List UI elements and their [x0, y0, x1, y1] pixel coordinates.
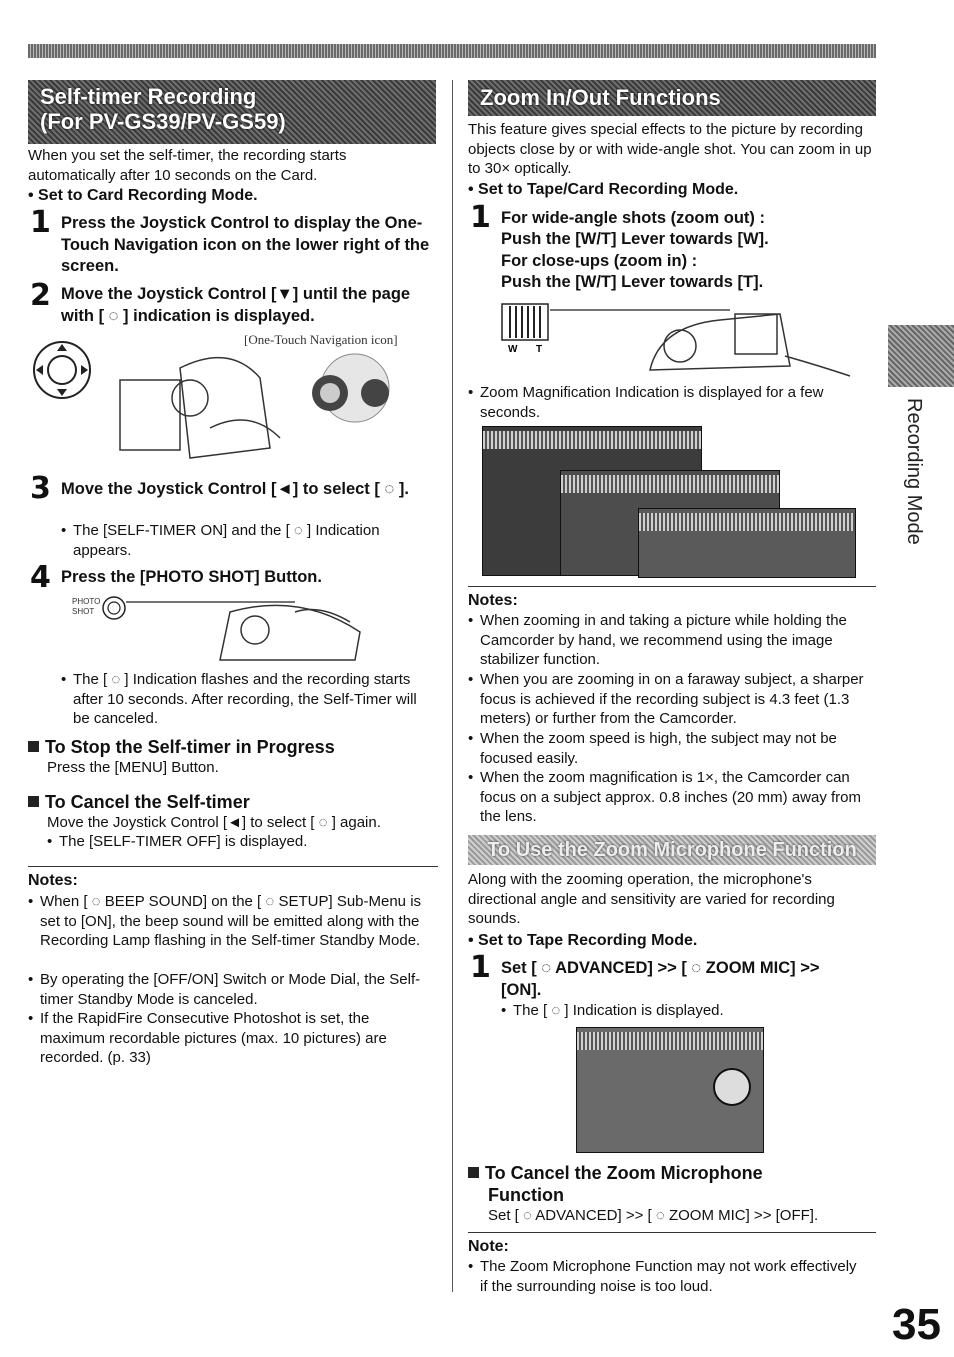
right-note-2: • When you are zooming in on a faraway subject, a sharper focus is achieved if the recording subject is 4.3 feet (1.3 meters) or further from the Camcorder. [468, 670, 878, 729]
stop-self-timer-title [28, 736, 438, 758]
zoom-step1-line2: Push the [W/T] Lever towards [W]. [501, 230, 769, 248]
lever-t-label: T [536, 344, 543, 355]
square-bullet-icon [28, 796, 39, 807]
right-note-3: • When the zoom speed is high, the subject may not be focused easily. [468, 729, 878, 768]
step1-number: 1 [30, 205, 51, 240]
navigation-icon-bubble [312, 354, 389, 422]
right-notes-title: Notes: [468, 592, 518, 609]
left-note-3: • If the RapidFire Consecutive Photoshot is set, the maximum recordable pictures (max. 10 pictures) are recorded. (p. 33) [28, 1009, 436, 1068]
cancel-self-timer-title-text: To Cancel the Self-timer [45, 792, 250, 812]
left-notes-title: Notes: [28, 872, 78, 889]
stop-self-timer-text: Press the [MENU] Button. [47, 759, 219, 776]
self-timer-mode: • Set to Card Recording Mode. [28, 187, 258, 204]
cancel-zoom-mic-title-line2: Function [488, 1185, 564, 1205]
zoom-header-text: Zoom In/Out Functions [480, 85, 721, 110]
camcorder-side-sketch [650, 314, 850, 376]
step4-text: Press the [PHOTO SHOT] Button. [61, 568, 322, 586]
photo-label-1: PHOTO [72, 597, 101, 606]
right-note-title: Note: [468, 1238, 509, 1255]
page-number: 35 [892, 1300, 941, 1349]
cancel-zoom-mic-text: Set [ ◌ ADVANCED] >> [ ◌ ZOOM MIC] >> [OFF]. [488, 1207, 819, 1224]
notes-rule-right [468, 586, 876, 587]
chapter-side-tab [888, 325, 954, 387]
wt-lever-icon [502, 304, 548, 340]
zoom-step1-line1: For wide-angle shots (zoom out) : [501, 209, 765, 227]
right-single-note: • The Zoom Microphone Function may not work effectively if the surrounding noise is too loud. [468, 1257, 868, 1296]
note-rule-right [468, 1232, 876, 1233]
self-timer-header-line2: (For PV-GS39/PV-GS59) [40, 109, 286, 134]
zoom-step1-line3: For close-ups (zoom in) : [501, 252, 698, 270]
cancel-zoom-mic-title-line1: To Cancel the Zoom Microphone [485, 1163, 763, 1183]
zoom-mic-mode: • Set to Tape Recording Mode. [468, 932, 698, 949]
cancel-self-timer-title [28, 791, 438, 813]
right-note-1: • When zooming in and taking a picture while holding the Camcorder by hand, we recommend using the image stabilizer function. [468, 611, 878, 670]
zoom-mic-intro: Along with the zooming operation, the microphone's directional angle and sensitivity are varied for recording sounds. [468, 871, 835, 927]
self-timer-header-line1: Self-timer Recording [40, 84, 257, 109]
cancel-self-timer-text: Move the Joystick Control [◄] to select [ ◌ ] again. [47, 814, 381, 831]
camcorder-top-sketch [220, 605, 360, 660]
self-timer-header [28, 80, 436, 144]
left-note-2: • By operating the [OFF/ON] Switch or Mode Dial, the Self-timer Standby Mode is canceled. [28, 970, 436, 1009]
photo-shot-illustration [70, 592, 370, 662]
self-timer-intro: When you set the self-timer, the recording starts automatically after 10 seconds on the Card. [28, 147, 347, 184]
cancel-self-timer-note: • The [SELF-TIMER OFF] is displayed. [47, 832, 437, 852]
joystick-icon [34, 342, 90, 398]
square-bullet-icon [468, 1167, 479, 1178]
joystick-camcorder-illustration [30, 338, 440, 468]
zoom-step1-number: 1 [470, 200, 491, 235]
step4-note: • The [ ◌ ] Indication flashes and the recording starts after 10 seconds. After recording, the Self-Timer will be canceled. [61, 670, 437, 729]
step3-text: Move the Joystick Control [◄] to select [ ◌ ]. [61, 480, 409, 498]
zoom-step1-line4: Push the [W/T] Lever towards [T]. [501, 273, 764, 291]
zoom-lever-illustration [500, 296, 860, 380]
notes-rule-left [28, 866, 438, 867]
zoom-indication-note: • Zoom Magnification Indication is displayed for a few seconds. [468, 383, 868, 422]
zoom-header [468, 80, 876, 116]
step2-text: Move the Joystick Control [▼] until the page with [ ◌ ] indication is displayed. [61, 285, 411, 325]
zoom-mic-step1-note: • The [ ◌ ] Indication is displayed. [501, 1001, 873, 1021]
camcorder-body-sketch [120, 358, 280, 458]
zoom-mic-header: To Use the Zoom Microphone Function [468, 835, 876, 865]
column-divider [452, 80, 453, 1292]
zoom-mic-screen-illustration [576, 1027, 764, 1153]
zoom-mic-step1-number: 1 [470, 950, 491, 985]
zoom-mic-step1-line2: [ON]. [501, 981, 542, 999]
square-bullet-icon [28, 741, 39, 752]
photo-shot-button [103, 597, 125, 619]
left-note-1: • When [ ◌ BEEP SOUND] on the [ ◌ SETUP] Sub-Menu is set to [ON], the beep sound will be emitted along with the Recording Lamp flashing in the Self-timer Standby Mode. [28, 892, 436, 951]
step1-text: Press the Joystick Control to display the One-Touch Navigation icon on the lower right of the screen. [61, 214, 430, 275]
zoom-mode: • Set to Tape/Card Recording Mode. [468, 181, 739, 198]
step2-number: 2 [30, 278, 51, 313]
stop-self-timer-title-text: To Stop the Self-timer in Progress [45, 737, 335, 757]
zoom-mic-indicator-icon [713, 1068, 751, 1106]
chapter-side-label: Recording Mode [903, 398, 925, 545]
one-touch-nav-caption: [One-Touch Navigation icon] [244, 332, 398, 347]
step3-note: • The [SELF-TIMER ON] and the [ ◌ ] Indication appears. [61, 521, 437, 560]
photo-label-2: SHOT [72, 607, 95, 616]
lever-w-label: W [508, 344, 518, 355]
cancel-zoom-mic-title [468, 1162, 878, 1184]
right-note-4: • When the zoom magnification is 1×, the Camcorder can focus on a subject approx. 0.8 inches (20 mm) away from the lens. [468, 768, 878, 827]
zoom-screen-3 [638, 508, 856, 578]
top-decorative-bar [28, 44, 876, 58]
step3-number: 3 [30, 471, 51, 506]
zoom-screens-illustration [482, 426, 858, 578]
zoom-intro: This feature gives special effects to the picture by recording objects close by or with wide-angle shot. You can zoom in up to 30× optically. [468, 121, 872, 177]
zoom-mic-step1-line1: Set [ ◌ ADVANCED] >> [ ◌ ZOOM MIC] >> [501, 959, 820, 977]
step4-number: 4 [30, 560, 51, 595]
